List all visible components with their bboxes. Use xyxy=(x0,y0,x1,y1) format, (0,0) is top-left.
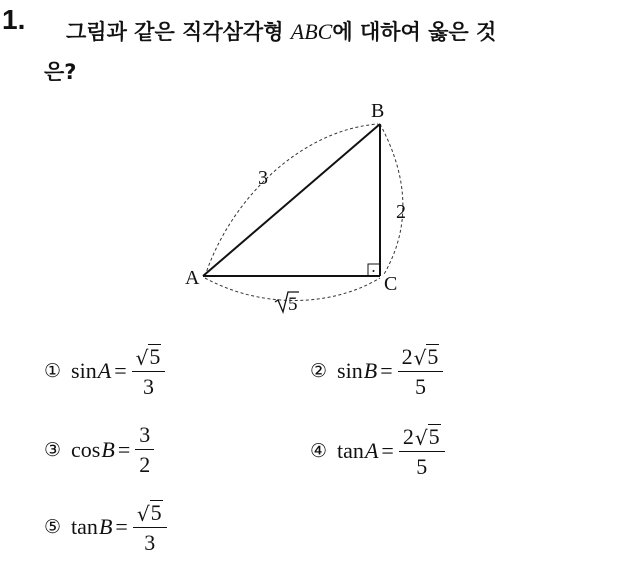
triangle-name: ABC xyxy=(290,19,333,44)
arc-bc xyxy=(380,124,403,276)
coefficient: 2 xyxy=(402,424,414,449)
sqrt-sign: √ xyxy=(136,502,150,526)
sqrt-sign: √ xyxy=(413,346,427,370)
question-text-part2: 에 대하여 옳은 것 xyxy=(332,20,497,44)
angle-variable: B xyxy=(98,514,113,539)
choice-1[interactable] xyxy=(44,344,165,398)
equals-sign: = xyxy=(380,358,393,383)
radicand: 5 xyxy=(427,344,439,369)
numerator xyxy=(133,500,167,528)
equals-sign: = xyxy=(114,358,127,383)
numerator xyxy=(399,424,445,452)
choice-2[interactable] xyxy=(310,344,443,398)
angle-variable: A xyxy=(97,358,112,383)
trig-function: tan xyxy=(71,514,98,539)
denominator: 5 xyxy=(416,454,428,479)
trig-function: cos xyxy=(71,437,101,462)
angle-variable: A xyxy=(364,438,379,463)
radicand: 5 xyxy=(149,344,161,369)
coefficient: 2 xyxy=(401,344,413,369)
denominator: 2 xyxy=(139,452,151,477)
side-length-ac-radicand: 5 xyxy=(288,294,298,315)
right-angle-mark xyxy=(368,264,380,276)
sqrt-sign: √ xyxy=(135,346,149,370)
equals-sign: = xyxy=(117,437,131,462)
side-length-ac xyxy=(275,292,299,315)
trig-function: tan xyxy=(337,438,364,463)
side-length-ab: 3 xyxy=(258,167,268,189)
choice-3[interactable] xyxy=(44,424,154,476)
radical xyxy=(414,344,440,368)
vertex-label-a: A xyxy=(185,267,200,289)
denominator: 5 xyxy=(414,374,426,399)
denominator: 3 xyxy=(144,530,156,555)
angle-variable: B xyxy=(363,358,378,383)
fraction xyxy=(135,424,154,476)
choice-marker: ③ xyxy=(44,439,62,461)
question-stem-line2: 은? xyxy=(44,60,77,84)
numerator xyxy=(398,344,444,372)
denominator: 3 xyxy=(142,374,154,399)
vertex-label-c: C xyxy=(384,273,398,295)
equals-sign: = xyxy=(381,438,394,463)
vertex-label-b: B xyxy=(371,100,385,122)
radicand: 5 xyxy=(150,500,162,525)
choice-marker: ① xyxy=(44,360,62,382)
sqrt-sign: √ xyxy=(414,426,428,450)
angle-variable: B xyxy=(101,437,115,462)
question-number: 1. xyxy=(2,4,26,35)
numerator: 3 xyxy=(135,424,154,450)
side-length-bc: 2 xyxy=(396,201,406,223)
fraction xyxy=(132,344,166,398)
fraction xyxy=(398,344,444,398)
right-angle-dot xyxy=(373,270,375,272)
fraction xyxy=(399,424,445,478)
radical xyxy=(137,500,163,524)
radical xyxy=(415,424,441,448)
choice-marker: ⑤ xyxy=(44,516,62,538)
trig-function: sin xyxy=(71,358,97,383)
equals-sign: = xyxy=(115,514,128,539)
radicand: 5 xyxy=(428,424,440,449)
radical xyxy=(136,344,162,368)
choice-5[interactable] xyxy=(44,500,167,554)
choice-4[interactable] xyxy=(310,424,445,478)
question-text-part1: 그림과 같은 직각삼각형 xyxy=(66,20,291,44)
choice-marker: ② xyxy=(310,360,328,382)
trig-function: sin xyxy=(337,358,363,383)
numerator xyxy=(132,344,166,372)
choice-marker: ④ xyxy=(310,440,328,462)
fraction xyxy=(133,500,167,554)
side-ab xyxy=(203,124,380,276)
